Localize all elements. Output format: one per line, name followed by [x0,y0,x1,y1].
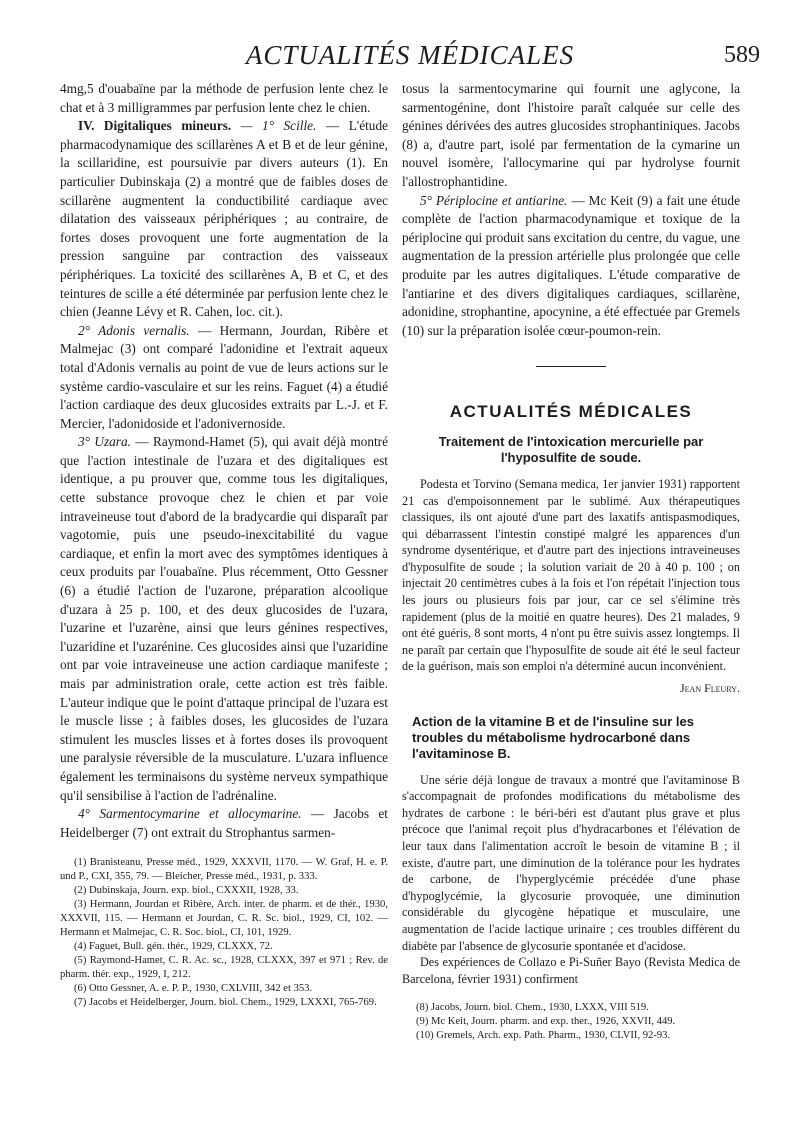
article-signature: Jean Fleury. [679,681,740,696]
paragraph-digitaliques-mineurs [60,117,388,322]
footnote: (3) Hermann, Jourdan et Ribère, Arch. inter. de pharm. et de thér., 1930, XXXVII, 115. — Hermann et Jourdan, C. R. Sc. biol., 1929, CI, 102. — Hermann et Malmejac, C. R. Soc. biol., CI, 101, 1929. [60,899,388,939]
subsection-sarmentocymarine: 4° Sarmentocymarine et allocymarine. [78,806,302,822]
paragraph-text: — Jacobs et Heidelberger (7) ont extrait du Strophantus sarmen- [60,806,388,840]
article-body-mercurielle: Podesta et Torvino (Semana medica, 1er janvier 1931) rapportent 21 cas d'empoisonnement par le sublimé. Aux thérapeutiques classiques, ils ont ajouté d'une part des laxatifs antispasmodiques, qui débarrassent l'intestin constipé malgré les apparences d'un syndrome dysentérique, et d'autre part des injections intraveineuses d'hyposulfite de soude ; la solution variait de 20 à 40 p. 100 ; on injectait 20 centimètres cubes à la fois et l'on répétait l'injection tous les jours ou plusieurs fois par jour, car ce sel s'élimine très rapidement (plus de la moitié en quatre heures). Des 21 malades, 9 ont été guéris, 8 sont morts, 4 n'ont pu être suivis assez longtemps. Il ne paraît par certain que l'hyposulfite de soude ait été le seul facteur de la guérison, mais son emploi n'a déterminé aucun inconvénient. [402,476,740,674]
paragraph-text: — Mc Keit (9) a fait une étude complète de l'action pharmacodynamique et toxique de la périplocine qui produit sans excitation du centre, du vague, une augmentation de la pression artérielle plus prolongée que celle produite par les autres digitaliques. L'étude comparative de l'antiarine et des divers digitaliques cardiaques, scillarène, adonidine, strophantine, apocynine, a été effectuée par Gremels (10) sur la préparation isolée cœur-poumon-rein. [402,192,740,338]
page-number: 589 [724,42,760,68]
paragraph-uzara [60,433,388,805]
footnote: (10) Gremels, Arch. exp. Path. Pharm., 1930, CLVII, 92-93. [416,1030,671,1042]
footnote: (9) Mc Keit, Journ. pharm. and exp. ther., 1926, XXVII, 449. [416,1016,676,1028]
footnote: (1) Branisteanu, Presse méd., 1929, XXXVII, 1170. — W. Graf, H. e. P. und P., CXI, 355, 79. — Bleicher, Presse méd., 1931, p. 333. [60,857,388,883]
right-column [402,80,740,1043]
footnotes-right [402,1001,740,1043]
subsection-scille: — 1° Scille. [231,118,317,134]
article-body-vitamine-cont: Des expériences de Collazo e Pi-Suñer Bayo (Revista Medica de Barcelona, février 1931) confirment [402,955,740,986]
footnote: (7) Jacobs et Heidelberger, Journ. biol. Chem., 1929, LXXXI, 765-769. [74,997,377,1009]
page-header [60,38,760,78]
section-separator [536,366,606,367]
article-title-mercurielle: Traitement de l'intoxication mercurielle par l'hyposulfite de soude. [438,433,704,465]
section-heading: IV. Digitaliques mineurs. [78,118,232,134]
article-body-vitamine: Une série déjà longue de travaux a montré que l'avitaminose B s'accompagnait de profondes modifications du métabolisme des hydrates de carbone : le béri-béri est d'autant plus grave et plus précoce que l'animal reçoit plus d'hydracarbones et l'élévation de leur taux dans l'alimentation accroît le besoin de vitamine B ; il existe, d'autre part, une diminution de la tolérance pour les hydrates de carbone, de l'hyperglycémie précédée d'une phase d'hypoglycémie, la glycosurie provoquée, une diminution considérable du glycogène hépatique et musculaire, une augmentation de l'acide lactique urinaire ; ces troubles diffèrent du diabète par l'absence de glycosurie spontanée et d'acidose. [402,772,740,953]
paragraph-sarmentocymarine-cont: tosus la sarmentocymarine qui fournit une aglycone, la sarmentogénine, dont l'histoire paraît calquée sur celle des génines dérivées des autres glucosides strophantiniques. Jacobs (8) a, d'autre part, isolé par fermentation de la cymarine un nouvel isomère, l'allocymarine qui par hydrolyse fournit l'allostrophantidine. [402,81,740,189]
footnote: (8) Jacobs, Journ. biol. Chem., 1930, LXXX, VIII 519. [416,1002,649,1014]
subsection-periplocine: 5° Périplocine et antiarine. [420,192,568,208]
footnote: (4) Faguet, Bull. gén. thér., 1929, CLXXX, 72. [74,941,273,953]
left-column [60,80,388,1010]
paragraph-ouabaine: 4mg,5 d'ouabaïne par la méthode de perfusion lente chez le chat et à 3 milligrammes par perfusion lente chez le chien. [60,81,388,115]
paragraph-periplocine [402,192,740,341]
section-title: ACTUALITÉS MÉDICALES [449,402,693,422]
paragraph-sarmentocymarine [60,805,388,842]
footnote: (5) Raymond-Hamet, C. R. Ac. sc., 1928, CLXXX, 397 et 971 ; Rev. de pharm. thér. exp., 1929, I, 212. [60,955,388,981]
paragraph-text: — L'étude pharmacodynamique des scillarènes A et B et de leur génine, la scillaridine, est poursuivie par divers auteurs (1). En particulier Dubinskaja (2) a montré que de faibles doses de scillarène augmentent la conductibilité cardiaque avec dilatation des vaisseaux périphériques ; au contraire, de fortes doses provoquent une forte augmentation de la pression sanguine par contraction des vaisseaux périphériques. La toxicité des scillarènes A, B et C, et des teintures de scille a été déterminée par perfusion lente chez le chien (Jeanne Lévy et R. Cahen, loc. cit.). [60,118,389,320]
footnotes-left [60,856,388,1010]
footnote: (6) Otto Gessner, A. e. P. P., 1930, CXLVIII, 342 et 353. [74,983,313,995]
paragraph-text: — Hermann, Jourdan, Ribère et Malmejac (3) ont comparé l'adonidine et l'extrait aqueux total d'Adonis vernalis au point de vue de leurs actions sur le système cardio-vasculaire et sur les reins. Faguet (4) a étudié l'action cardiaque des deux glucosides extraits par L.-J. et F. Mercier, l'adonidoside et l'adonivernoside. [60,322,388,431]
subsection-adonis: 2° Adonis vernalis. [78,322,190,338]
running-title: ACTUALITÉS MÉDICALES [245,40,575,70]
article-title-vitamine: Action de la vitamine B et de l'insuline sur les troubles du métabolisme hydrocarboné dans l'avitaminose B. [412,713,694,761]
paragraph-text: — Raymond-Hamet (5), qui avait déjà montré que l'action intestinale de l'uzara et des digitaliques est identique, a pu prouver que, comme tous les digitaliques, cette substance provoque chez le chien et par voie intraveineuse tout d'abord de la bradycardie qui disparaît par vagotomie, puis une pseudo-inexcitabilité du vague cardiaque, et enfin la mort avec des symptômes identiques à ceux produits par l'ouabaïne. Plus récemment, Otto Gessner (6) a étudié l'action de l'uzarone, préparation alcoolique d'uzara à 25 p. 100, et des deux glucosides de l'uzara, l'uzarine et l'uzarène, ainsi que leurs génines respectives, l'uzaridine et l'uzarénine. Ces glucosides ainsi que l'uzaridine ont par voie intraveineuse une action cardiaque manifeste ; mais par administration orale, cette action est très faible. L'auteur indique que le point d'attaque principal de l'uzara est le muscle lisse ; à faibles doses, les glucosides de l'uzara stimulent les muscles lisses et à fortes doses ils provoquent une paralysie réversible de la musculature. L'uzara influence également les terminaisons du système nerveux sympathique qu'il sensibilise à l'action de l'adrénaline. [60,434,388,803]
subsection-uzara: 3° Uzara. [78,434,131,450]
paragraph-adonis [60,322,388,434]
footnote: (2) Dubinskaja, Journ. exp. biol., CXXXII, 1928, 33. [74,885,299,897]
